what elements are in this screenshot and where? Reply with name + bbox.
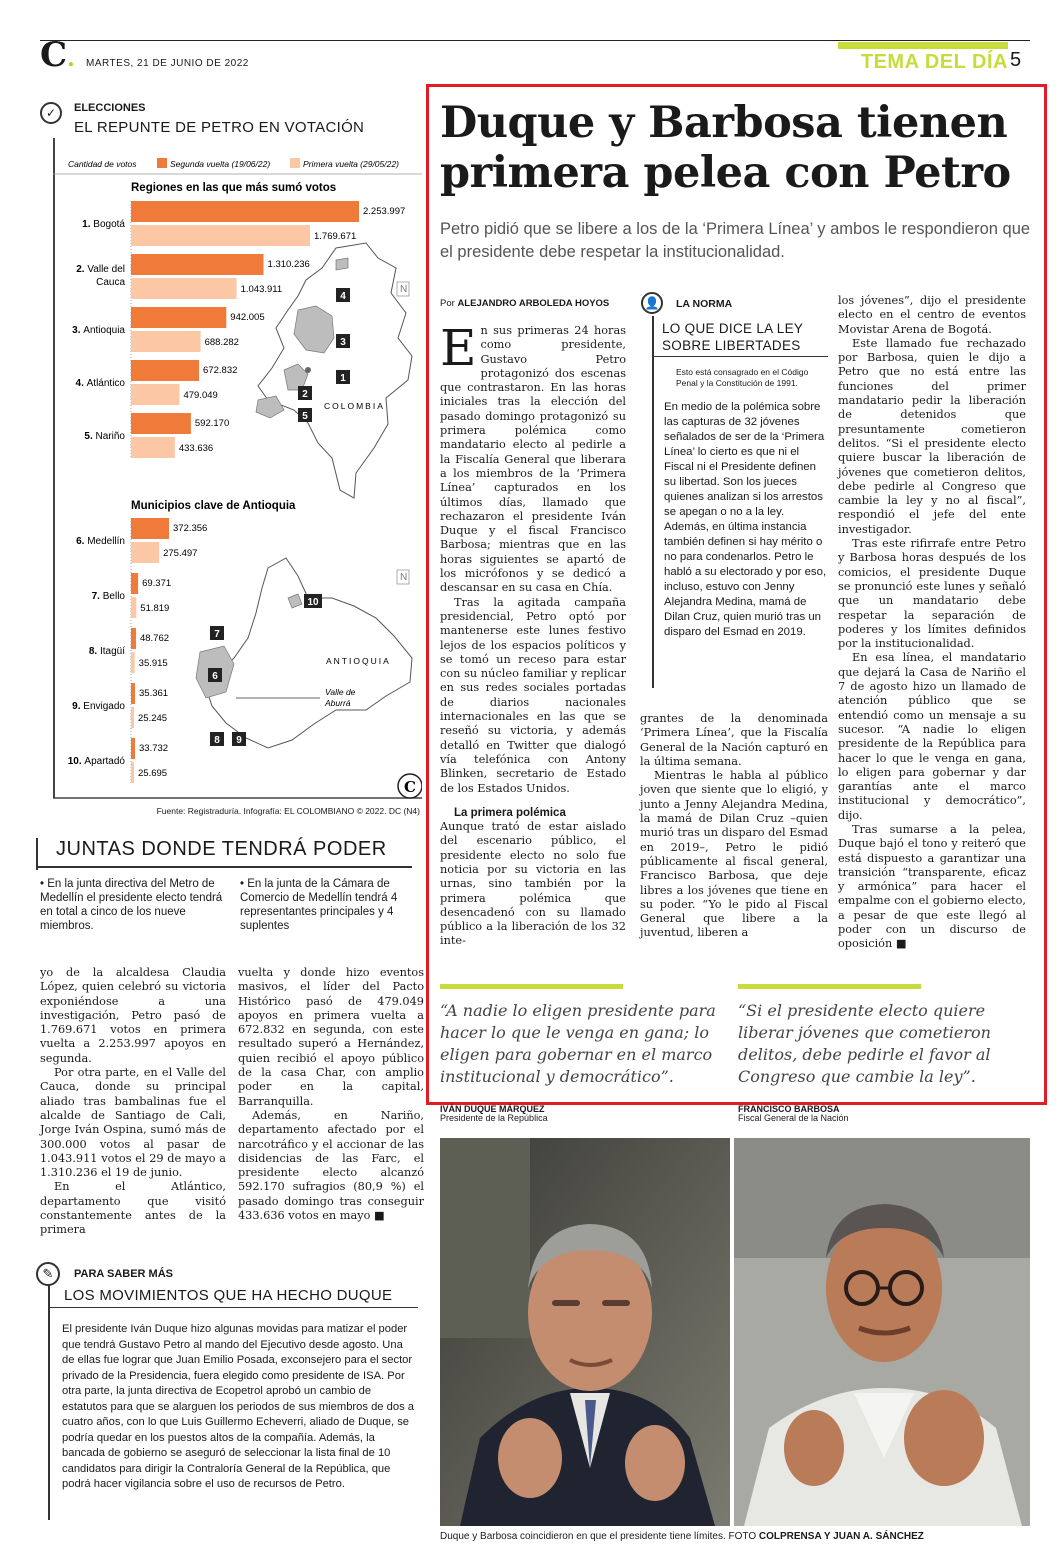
main-story-col2 <box>640 712 828 941</box>
bar-label-primera: 275.497 <box>163 548 198 559</box>
north-arrow-icon: N <box>400 284 408 295</box>
bar-label-primera: 1.043.911 <box>240 284 283 295</box>
paragraph: grantes de la denominada ‘Primera Línea’, que la Fiscalía General de la Nación capturó en la última semana. <box>640 712 828 768</box>
category-label: 4. Atlántico <box>75 378 125 389</box>
header-rule <box>40 40 1030 41</box>
paragraph: los jóvenes”, dijo el presidente electo en el centro de eventos Movistar Arena de Bogotá. <box>838 294 1026 336</box>
byline-author: ALEJANDRO ARBOLEDA HOYOS <box>457 298 610 309</box>
psm-hrule <box>48 1307 418 1308</box>
map-label-valle-cont: Aburrá <box>325 698 351 708</box>
norma-kicker: LA NORMA <box>676 298 733 310</box>
paragraph: Aunque trató de estar aislado del escenario público, el presidente electo no solo fue noticia por su victoria en las urnas, sino también por la primera polémica que desencadenó con su llamado público a la liberación de los 32 inte- <box>440 820 626 948</box>
bar-label-segunda: 2.253.997 <box>363 206 406 217</box>
drop-cap: E <box>440 319 477 377</box>
norma-rule <box>652 316 654 688</box>
logo-dot: . <box>67 46 75 72</box>
bar-primera <box>131 707 134 728</box>
bar-label-segunda: 69.371 <box>142 578 172 589</box>
bar-primera <box>131 597 136 618</box>
legend-swatch-segunda <box>157 158 167 168</box>
bar-label-segunda: 35.361 <box>139 688 169 699</box>
bar-primera <box>131 762 134 783</box>
left-story-col2 <box>238 966 424 1223</box>
map-badge-number: 2 <box>302 389 308 400</box>
map-label-valle: Valle de <box>325 687 356 697</box>
elections-infographic <box>36 98 422 820</box>
bar-segunda <box>131 738 135 759</box>
bar-primera <box>131 278 237 299</box>
headline: Duque y Barbosa tienen primera pelea con Petro <box>440 98 1011 198</box>
map-badge-number: 10 <box>307 597 319 608</box>
bar-label-segunda: 592.170 <box>194 418 230 429</box>
bar-label-primera: 25.245 <box>138 713 168 724</box>
juntas-item-camara: • En la junta de la Cámara de Comercio de Medellín tendrá 4 representantes principales y 4 suplentes <box>240 878 398 932</box>
bar-segunda <box>131 307 226 328</box>
photo-credit-prefix: FOTO <box>728 1531 757 1542</box>
infographic-kicker: ELECCIONES <box>74 102 146 114</box>
paragraph: Tras este rifirrafe entre Petro y Barbosa horas después de los comicios, el presidente Duque se pronunció este lunes y señaló que un mandatario debe respetar la separación de poderes y los límites definidos por la institucionalidad. <box>838 537 1026 651</box>
bar-primera <box>131 542 159 563</box>
left-story-col1 <box>40 966 226 1238</box>
norma-note: Esto está consagrado en el Código Penal y la Constitución de 1991. <box>676 367 809 388</box>
category-label: 6. Medellín <box>76 536 125 547</box>
paragraph: En esa línea, el mandatario que dejará la Casa de Nariño el 7 de agosto hizo un llamado de atención público que se entendió como un mensaje a su sucesor. “A nadie lo eligen presidente de la República para hacer lo que le venga en gana, lo eligen para gobernar y dar garantías ante el marco institucional y democrático”, dijo. <box>838 651 1026 822</box>
north-arrow-icon: N <box>400 572 408 583</box>
legend-swatch-primera <box>290 158 300 168</box>
bar-segunda <box>131 201 359 222</box>
bar-segunda <box>131 413 191 434</box>
paragraph <box>440 319 626 596</box>
category-label: 10. Apartadó <box>67 756 125 767</box>
category-label: 1. Bogotá <box>82 219 125 230</box>
caption-text: Duque y Barbosa coincidieron en que el presidente tiene límites. <box>440 1531 726 1542</box>
bar-primera <box>131 437 175 458</box>
bar-label-primera: 433.636 <box>178 443 214 454</box>
bar-label-segunda: 33.732 <box>139 743 169 754</box>
paragraph: Tras la agitada campaña presidencial, Petro optó por mantenerse este lunes festivo lejos de los espacios políticos y se tomó un receso para estar con su núcleo familiar y replicar en sus redes sociales portadas de diarios nacionales internacionales en las que se reseñó su victoria, y además detalló en Twitter que dialogó vía telefónica con Antony Blinken, secretario de Estado de los Estados Unidos. <box>440 595 626 795</box>
section-label: TEMA DEL DÍA <box>860 51 1008 73</box>
quote-name-duque: IVÁN DUQUE MÁRQUEZ <box>440 1104 545 1114</box>
bar-segunda <box>131 628 136 649</box>
pen-icon: ✎ <box>36 1262 60 1286</box>
map-region-atlantico <box>336 258 348 270</box>
category-label: 9. Envigado <box>72 701 125 712</box>
paragraph: Tras sumarse a la pelea, Duque bajó el tono y reiteró que está dispuesto a garantizar una transición “transparente, eficaz y armónica” para hacer el empalme con el gobierno electo, a pesar de que este llegó al poder con un discurso de oposición ■ <box>838 822 1026 951</box>
main-story-col3 <box>838 294 1026 952</box>
quote-role-barbosa: Fiscal General de la Nación <box>738 1113 849 1123</box>
norma-hrule <box>652 356 828 357</box>
map-label-colombia: COLOMBIA <box>324 401 385 411</box>
infographic-source: Fuente: Registraduría. Infografía: EL COLOMBIANO © 2022. DC (N4) <box>156 806 420 816</box>
map-bogota-dot <box>305 367 311 373</box>
quote-duque: “A nadie lo eligen presidente para hacer lo que le venga en gana; lo eligen para gobernar en el marco institucional y democrático”. <box>440 1001 716 1086</box>
paragraph: Este llamado fue rechazado por Barbosa, quien le dijo a Petro que no está entre las funciones del primer mandatario pedir la liberación de detenidos que presuntamente cometieron delitos. “Si el presidente electo quiere buscar la liberación de jóvenes que cometieron delitos, debe pedirle al Congreso que cambie la ley y no al fiscal”, respondió el jefe del ente investigador. <box>838 336 1026 536</box>
norma-body: En medio de la polémica sobre las capturas de 32 jóvenes señalados de ser de la ‘Primera Línea’ lo cierto es que ni el Fiscal ni el Presidente definen su libertad. Son los jueces quienes analizan si los arrestos se apegan o no a la ley. Además, en última instancia también definen si hay mérito o no para condenarlos. Petro le habló a su electorado y por eso, incluso, estuvo con Jenny Alejandra Medina, mamá de Dilan Cruz, quien murió tras un disparo del Esmad en 2019. <box>664 401 827 638</box>
bar-primera <box>131 384 179 405</box>
quote-bar <box>738 984 921 989</box>
map-badge-number: 1 <box>340 373 346 384</box>
bar-label-primera: 25.695 <box>138 768 168 779</box>
bar-segunda <box>131 683 135 704</box>
ballot-icon: ✓ <box>40 102 62 124</box>
subhead: La primera polémica <box>454 806 566 819</box>
psm-body: El presidente Iván Duque hizo algunas movidas para matizar el poder que tendrá Gustavo Petro al mando del Ejecutivo desde agosto. Una de ellas fue lograr que Juan Emilio Posada, exconsejero para el sector privado de la Presidencia, fuera elegido como presidente de ISA. Por otra parte, la junta directiva de Ecopetrol aprobó un cambio de estatutos para que se alarguen los periodos de sus miembros de dos a cuatro años, con lo que Luis Guillermo Echeverri, aliado de Duque, se podría quedar en los puestos altos de la compañía. Además, la bancada de gobierno se aseguró de seleccionar la lista final de 10 candidatos para dirigir la Contraloría General de la República, que podrá hacer vigilancia sobre el uso de recursos de Petro. <box>62 1323 414 1490</box>
category-label: 7. Bello <box>91 591 125 602</box>
photo-credit: COLPRENSA Y JUAN A. SÁNCHEZ <box>758 1531 924 1542</box>
paragraph: vuelta y donde hizo eventos masivos, el líder del Pacto Histórico pasó de 479.049 apoyos en primera vuelta a 672.832 en segunda, con este resultado superó a Hernández, quien recibió el apoyo público de la casa Char, con amplio poder en la capital, Barranquilla. <box>238 966 424 1108</box>
main-story-col1 <box>440 319 626 949</box>
chart-title: Municipios clave de Antioquia <box>131 500 296 512</box>
map-region-antioquia <box>294 306 334 353</box>
map-badge-number: 3 <box>340 337 346 348</box>
bar-label-segunda: 942.005 <box>230 312 265 323</box>
map-badge-number: 6 <box>212 671 218 682</box>
byline-prefix: Por <box>440 298 455 309</box>
paragraph: Además, en Nariño, departamento afectado por el narcotráfico y el accionar de las disidencias de las Farc, el presidente electo alcanzó 592.170 sufragios (80,9 %) el pasado domingo tras conseguir 433.636 votos en mayo ■ <box>238 1108 424 1223</box>
bar-label-primera: 1.769.671 <box>314 231 357 242</box>
juntas-item-metro: • En la junta directiva del Metro de Medellín el presidente electo tendrá en total a cinco de los nueve miembros. <box>40 878 223 932</box>
juntas-rule <box>36 866 412 868</box>
category-label: 5. Nariño <box>84 431 125 442</box>
map-region-apartado <box>288 594 302 608</box>
bar-label-primera: 479.049 <box>183 390 218 401</box>
bar-label-primera: 688.282 <box>204 337 239 348</box>
category-label: 2. Valle del <box>76 264 125 275</box>
antioquia-map <box>206 558 412 748</box>
paragraph: Mientras le habla al público joven que siente que lo eligió, y junto a Jenny Alejandra Medina, la mamá de Dilan Cruz –quien murió tras un disparo del Esmad en 2019–, Petro le pidió públicamente al fiscal general, Francisco Barbosa, que deje libres a los jóvenes que tiene en su poder. “Yo le pido al Fiscal General que libere a la juventud, liberen a <box>640 769 828 940</box>
newspaper-logo <box>40 35 75 76</box>
legend-label: Cantidad de votos <box>68 159 137 169</box>
psm-title: LOS MOVIMIENTOS QUE HA HECHO DUQUE <box>64 1287 393 1304</box>
quote-role-duque: Presidente de la República <box>440 1113 548 1123</box>
section-tag <box>838 42 1008 76</box>
psm-kicker: PARA SABER MÁS <box>74 1268 174 1280</box>
map-badge-number: 5 <box>302 411 308 422</box>
bar-segunda <box>131 254 264 275</box>
map-badge-number: 7 <box>214 629 220 640</box>
juntas-title: JUNTAS DONDE TENDRÁ PODER <box>56 838 387 860</box>
map-badge-number: 8 <box>214 735 220 746</box>
bar-primera <box>131 331 201 352</box>
colombia-map <box>258 243 412 498</box>
deck: Petro pidió que se libere a los de la ‘Primera Línea’ y ambos le respondieron que el presidente debe respetar la institucionalidad. <box>440 220 1031 261</box>
bar-label-segunda: 1.310.236 <box>267 259 310 270</box>
bar-primera <box>131 652 135 673</box>
map-region-narino <box>256 396 284 418</box>
norma-title: LO QUE DICE LA LEY SOBRE LIBERTADES <box>662 321 803 353</box>
photo-duque <box>440 1138 730 1526</box>
photo-caption <box>440 1531 924 1542</box>
bar-segunda <box>131 518 169 539</box>
legend-segunda: Segunda vuelta (19/06/22) <box>170 159 271 169</box>
bar-label-primera: 35.915 <box>138 658 168 669</box>
chart-title: Regiones en las que más sumó votos <box>131 182 337 194</box>
photo-barbosa <box>734 1138 1030 1526</box>
paragraph-text: n sus primeras 24 horas como presidente, Gustavo Petro protagonizó dos escenas que contrastaron. En las horas iniciales tras la elección del pasado domingo protagonizó su primera polémica como mandatario electo al pedirle a la Fiscalía General que liberara a los miembros de la ‘Primera Línea’ capturados en los últimos días, llamado que rechazaron el presidente Iván Duque y el fiscal Francisco Barbosa; mientras que en las horas siguientes se apartó de los micrófonos y se dedicó a descansar en su casa en Chía. <box>440 324 626 595</box>
map-badge-number: 9 <box>236 735 242 746</box>
map-label-antioquia: ANTIOQUIA <box>326 656 391 666</box>
dateline: MARTES, 21 DE JUNIO DE 2022 <box>86 58 249 69</box>
bar-segunda <box>131 360 199 381</box>
map-badge-number: 4 <box>340 291 346 302</box>
bar-label-segunda: 48.762 <box>139 633 170 644</box>
logo-stamp-letter: C <box>404 778 416 796</box>
byline <box>440 298 609 309</box>
psm-rule <box>48 1284 50 1520</box>
bar-label-primera: 51.819 <box>140 603 170 614</box>
bar-label-segunda: 672.832 <box>203 365 238 376</box>
quote-bar <box>440 984 623 989</box>
person-icon: 👤 <box>641 292 663 314</box>
category-label: 8. Itagüí <box>88 646 125 657</box>
paragraph: En el Atlántico, departamento que visitó constantemente antes de la primera <box>40 1180 226 1237</box>
category-label-cont: Cauca <box>96 277 125 288</box>
logo-letter: C <box>40 35 68 75</box>
paragraph: yo de la alcaldesa Claudia López, quien celebró su victoria exponiéndose a una investigación, Petro pasó de 1.769.671 votos en primera vuelta a 2.253.997 apoyos en segunda. <box>40 966 226 1065</box>
bar-primera <box>131 225 310 246</box>
quote-barbosa: “Si el presidente electo quiere liberar jóvenes que cometieron delitos, debe pedirle el favor al Congreso que cambie la ley”. <box>738 1001 991 1086</box>
paragraph: Por otra parte, en el Valle del Cauca, donde su principal aliado tras bambalinas fue el alcalde de Santiago de Cali, Jorge Iván Ospina, sumó más de 300.000 votos al pasar de 1.043.911 votos el 29 de mayo a 1.310.236 el 19 de junio. <box>40 1066 226 1180</box>
vote-bar-charts <box>36 98 422 820</box>
bar-segunda <box>131 573 138 594</box>
quote-name-barbosa: FRANCISCO BARBOSA <box>738 1104 840 1114</box>
bar-label-segunda: 372.356 <box>173 523 208 534</box>
legend-primera: Primera vuelta (29/05/22) <box>303 159 399 169</box>
infographic-title: EL REPUNTE DE PETRO EN VOTACIÓN <box>74 119 365 136</box>
page-number: 5 <box>1010 49 1022 71</box>
category-label: 3. Antioquia <box>72 325 125 336</box>
